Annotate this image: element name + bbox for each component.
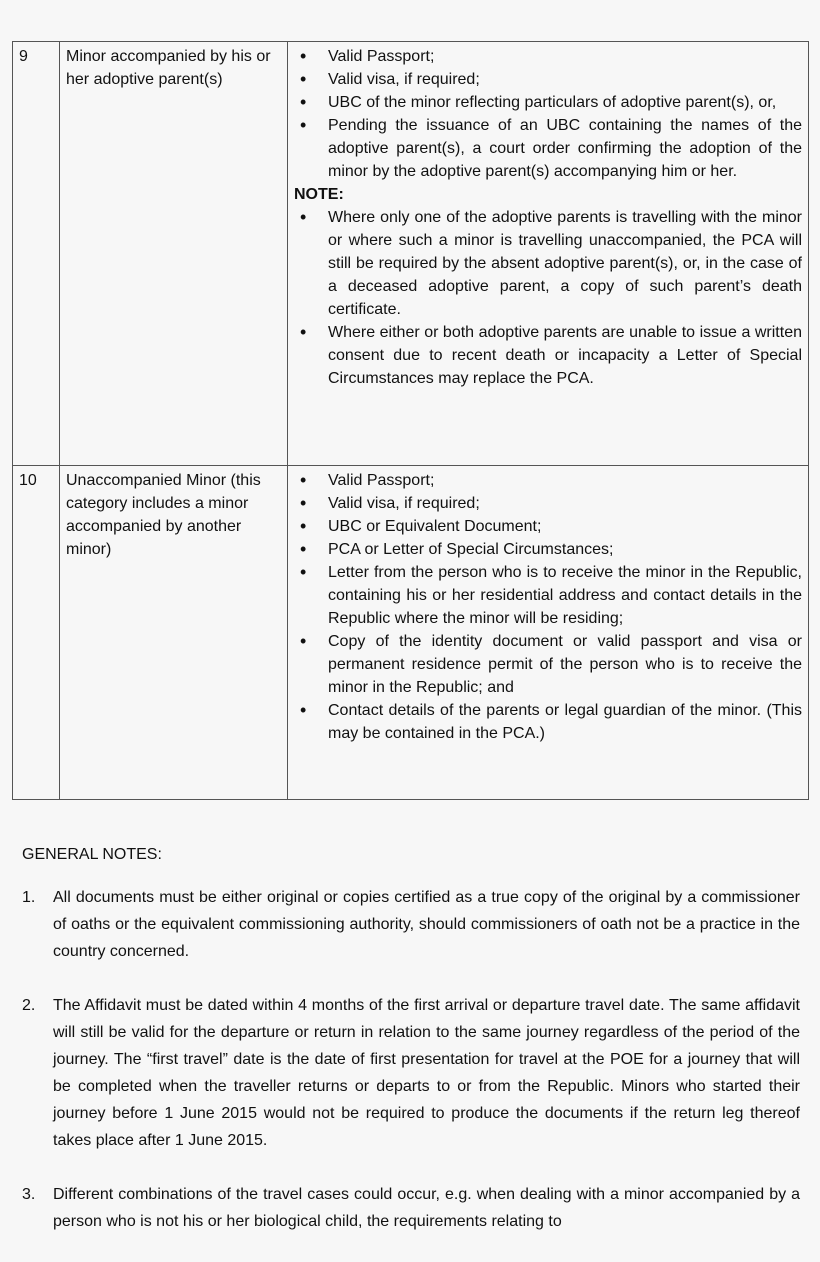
list-item: • Valid visa, if required; bbox=[294, 68, 802, 91]
list-item: • Where only one of the adoptive parents is travelling with the minor or where such a minor is travelling unaccompanied, the PCA will still be required by the absent adoptive parent(s), or, in the case of a deceased adoptive parent, a copy of such parent’s death certificate. bbox=[294, 206, 802, 321]
general-notes-title: GENERAL NOTES: bbox=[22, 846, 162, 863]
note-text: Different combinations of the travel cases could occur, e.g. when dealing with a minor accompanied by a person who is not his or her biological child, the requirements relating to bbox=[53, 1186, 800, 1230]
list-item: • Contact details of the parents or legal guardian of the minor. (This may be contained in the PCA.) bbox=[294, 699, 802, 745]
document-list bbox=[294, 45, 802, 183]
row-documents bbox=[288, 42, 809, 466]
list-item: • Pending the issuance of an UBC containing the names of the adoptive parent(s), a court order confirming the adoption of the minor by the adoptive parent(s) accompanying him or her. bbox=[294, 114, 802, 183]
row-documents bbox=[288, 466, 809, 800]
document-list bbox=[294, 469, 802, 745]
list-item: • UBC or Equivalent Document; bbox=[294, 515, 802, 538]
table-row bbox=[13, 42, 809, 466]
general-notes-list bbox=[22, 884, 800, 1235]
list-item: • Where either or both adoptive parents are unable to issue a written consent due to recent death or incapacity a Letter of Special Circumstances may replace the PCA. bbox=[294, 321, 802, 390]
note-number: 1. bbox=[22, 889, 36, 906]
note-number: 3. bbox=[22, 1186, 36, 1203]
row-number: 10 bbox=[13, 466, 60, 800]
general-notes-section bbox=[22, 843, 800, 1262]
row-category: Minor accompanied by his or her adoptive parent(s) bbox=[60, 42, 288, 466]
requirements-table bbox=[12, 41, 809, 800]
note-list bbox=[294, 206, 802, 390]
list-item: • PCA or Letter of Special Circumstances; bbox=[294, 538, 802, 561]
row-category: Unaccompanied Minor (this category includes a minor accompanied by another minor) bbox=[60, 466, 288, 800]
list-item bbox=[22, 992, 800, 1154]
list-item: • UBC of the minor reflecting particulars of adoptive parent(s), or, bbox=[294, 91, 802, 114]
note-text: All documents must be either original or copies certified as a true copy of the original by a commissioner of oaths or the equivalent commissioning authority, should commissioners of oath not be a practice in the country concerned. bbox=[53, 889, 800, 960]
list-item: • Valid Passport; bbox=[294, 469, 802, 492]
table-row bbox=[13, 466, 809, 800]
row-number: 9 bbox=[13, 42, 60, 466]
list-item: • Valid visa, if required; bbox=[294, 492, 802, 515]
list-item: • Valid Passport; bbox=[294, 45, 802, 68]
note-text: The Affidavit must be dated within 4 months of the first arrival or departure travel date. The same affidavit will still be valid for the departure or return in relation to the same journey regardless of the period of the journey. The “first travel” date is the date of first presentation for travel at the POE for a journey that will be completed when the traveller returns or departs to or from the Republic. Minors who started their journey before 1 June 2015 would not be required to produce the documents if the return leg thereof takes place after 1 June 2015. bbox=[53, 997, 800, 1149]
list-item bbox=[22, 1181, 800, 1235]
list-item: • Letter from the person who is to receive the minor in the Republic, containing his or her residential address and contact details in the Republic where the minor will be residing; bbox=[294, 561, 802, 630]
note-number: 2. bbox=[22, 997, 36, 1014]
note-label: NOTE: bbox=[294, 186, 344, 203]
list-item: • Copy of the identity document or valid passport and visa or permanent residence permit of the person who is to receive the minor in the Republic; and bbox=[294, 630, 802, 699]
list-item bbox=[22, 884, 800, 965]
